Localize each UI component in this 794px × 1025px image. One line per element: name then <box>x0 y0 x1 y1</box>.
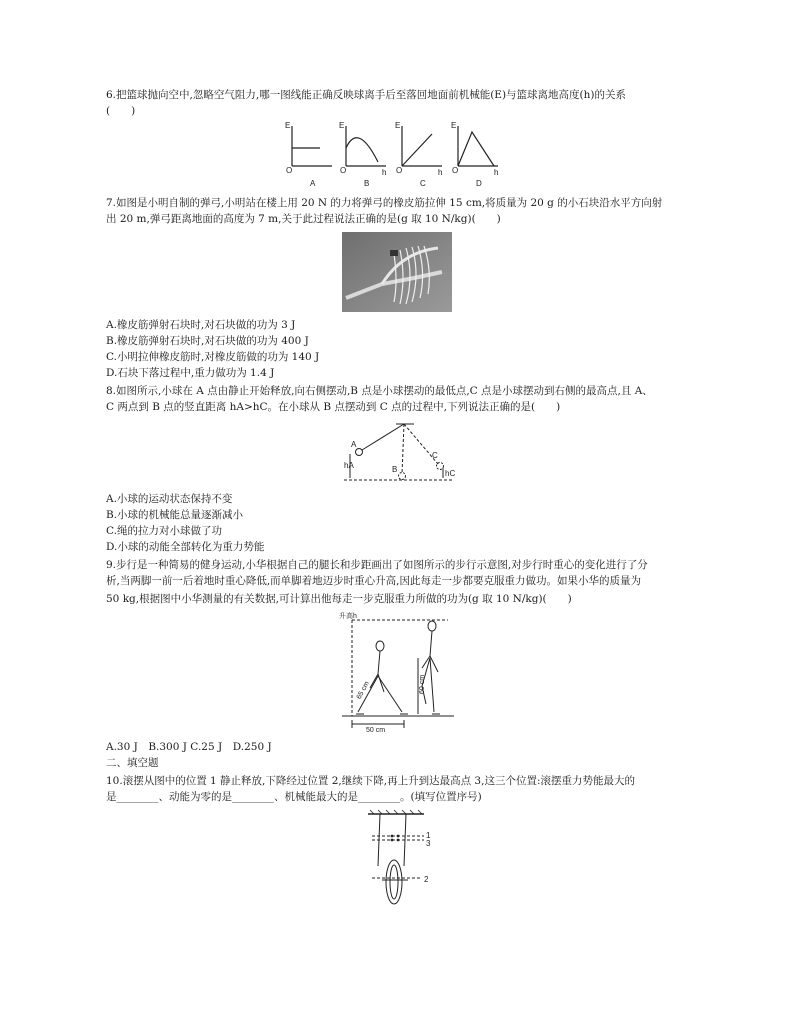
origin-label: O <box>340 166 347 175</box>
q6-graphs <box>282 118 502 190</box>
q8-option-d: D.小球的动能全部转化为重力势能 <box>106 541 265 553</box>
q6-graph-d <box>458 126 498 166</box>
axis-e-label: E <box>339 121 345 130</box>
axis-h-label: h <box>382 168 387 177</box>
q6-answer-paren: ( ) <box>106 105 136 117</box>
pendulum-diagram <box>340 418 458 486</box>
position-1-label: 1 <box>426 831 431 840</box>
q8-option-c: C.绳的拉力对小球做了功 <box>106 525 222 537</box>
axis-h-label: h <box>494 168 499 177</box>
axis-e-label: E <box>395 121 401 130</box>
q10-stem-line2: 是________、动能为零的是________、机械能最大的是________。(填写位置序号) <box>106 791 482 803</box>
graph-label-c: C <box>420 179 426 188</box>
slingshot-photo <box>342 232 452 312</box>
hc-label: hC <box>445 469 456 478</box>
q9-stem-line1: 9.步行是一种简易的健身运动,小华根据自己的腿长和步距画出了如图所示的步行示意图,对步行时重心的变化进行了分 <box>106 559 648 571</box>
origin-label: O <box>286 166 293 175</box>
q6-graph-c <box>402 126 442 166</box>
rise-h-label: 升高h <box>339 613 357 620</box>
q8-stem-line2: C 两点到 B 点的竖直距离 hA>hC。在小球从 B 点摆动到 C 点的过程中,下列说法正确的是( ) <box>106 401 561 413</box>
q7-stem-line1: 7.如图是小明自制的弹弓,小明站在楼上用 20 N 的力将弹弓的橡皮筋拉伸 15 cm,将质量为 20 g 的小石块沿水平方向射 <box>106 197 663 209</box>
point-b-label: B <box>392 465 398 474</box>
origin-label: O <box>452 166 459 175</box>
hip-height-label: 60 cm <box>419 674 426 694</box>
axis-e-label: E <box>285 121 291 130</box>
q8-stem-line1: 8.如图所示,小球在 A 点由静止开始释放,向右侧摆动,B 点是小球摆动的最低点,C 点是小球摆动到右侧的最高点,且 A、 <box>106 385 653 397</box>
q10-stem-line1: 10.滚摆从图中的位置 1 静止释放,下降经过位置 2,继续下降,再上升到达最高点 3,这三个位置:滚摆重力势能最大的 <box>106 775 635 787</box>
ha-label: hA <box>344 461 354 470</box>
q6-graph-b <box>346 126 386 166</box>
q6-graph-a <box>292 126 332 166</box>
position-2-label: 2 <box>424 875 429 884</box>
q7-option-d: D.石块下落过程中,重力做功为 1.4 J <box>106 367 275 379</box>
axis-h-label: h <box>438 168 443 177</box>
q6-stem: 6.把篮球抛向空中,忽略空气阻力,哪一图线能正确反映球离手后至落回地面前机械能(E)与篮球离地高度(h)的关系 <box>106 89 627 101</box>
origin-label: O <box>396 166 403 175</box>
q9-stem-line3: 50 kg,根据图中小华测量的有关数据,可计算出他每走一步克服重力所做的功为(g 取 10 N/kg)( ) <box>106 593 572 605</box>
q7-option-a: A.橡皮筋弹射石块时,对石块做的功为 3 J <box>106 319 296 331</box>
position-3-label: 3 <box>426 839 431 848</box>
q8-option-b: B.小球的机械能总量逐渐减小 <box>106 509 244 521</box>
point-c-label: C <box>432 451 438 460</box>
point-a-label: A <box>351 440 357 449</box>
maxwell-wheel-diagram <box>364 808 434 908</box>
q7-option-b: B.橡皮筋弹射石块时,对石块做的功为 400 J <box>106 335 309 347</box>
q7-option-c: C.小明拉伸橡皮筋时,对橡皮筋做的功为 140 J <box>106 351 320 363</box>
step-length-label: 50 cm <box>366 727 386 734</box>
q8-option-a: A.小球的运动状态保持不变 <box>106 493 233 505</box>
leg-length-label: 65 cm <box>355 680 371 701</box>
section-title-fill-in: 二、填空题 <box>106 757 159 769</box>
axis-e-label: E <box>451 121 457 130</box>
graph-label-d: D <box>476 179 482 188</box>
q7-stem-line2: 出 20 m,弹弓距离地面的高度为 7 m,关于此过程说法正确的是(g 取 10 N/kg)( ) <box>106 213 501 225</box>
q9-options: A.30 J B.300 J C.25 J D.250 J <box>106 741 272 753</box>
q9-stem-line2: 析,当两脚一前一后着地时重心降低,而单脚着地迈步时重心升高,因此每走一步都要克服重力做功。如果小华的质量为 <box>106 575 642 587</box>
walking-diagram <box>338 612 458 734</box>
graph-label-b: B <box>364 179 370 188</box>
graph-label-a: A <box>310 179 316 188</box>
